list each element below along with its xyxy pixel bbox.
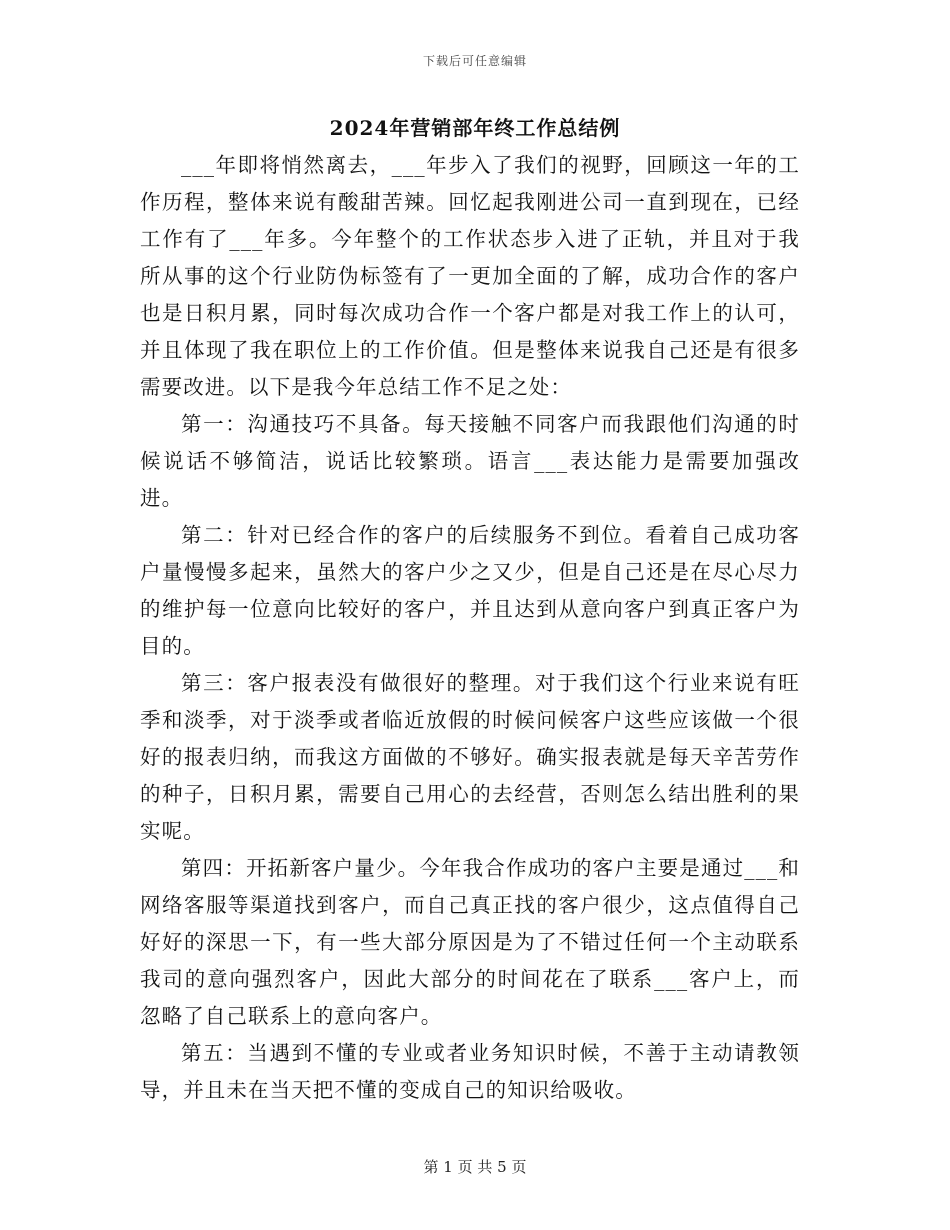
paragraph-point-2: 第二：针对已经合作的客户的后续服务不到位。看着自己成功客户量慢慢多起来，虽然大的客户少之又少，但是自己还是在尽心尽力的维护每一位意向比较好的客户，并且达到从意向客户到真正客户为目的。 bbox=[140, 523, 800, 658]
page-header-note: 下载后可任意编辑 bbox=[422, 54, 527, 68]
document-title: 2024年营销部年终工作总结例 bbox=[329, 116, 621, 140]
paragraph-point-1: 第一：沟通技巧不具备。每天接触不同客户而我跟他们沟通的时候说话不够简洁，说话比较繁琐。语言___表达能力是需要加强改进。 bbox=[140, 412, 800, 510]
paragraph-point-4: 第四：开拓新客户量少。今年我合作成功的客户主要是通过___和网络客服等渠道找到客户，而自己真正找的客户很少，这点值得自己好好的深思一下，有一些大部分原因是为了不错过任何一个主动联系我司的意向强烈客户，因此大部分的时间花在了联系___客户上，而忽略了自己联系上的意向客户。 bbox=[140, 856, 800, 1028]
paragraph-point-5: 第五：当遇到不懂的专业或者业务知识时候，不善于主动请教领导，并且未在当天把不懂的变成自己的知识给吸收。 bbox=[140, 1041, 800, 1102]
paragraph-point-3: 第三：客户报表没有做很好的整理。对于我们这个行业来说有旺季和淡季，对于淡季或者临近放假的时候问候客户这些应该做一个很好的报表归纳，而我这方面做的不够好。确实报表就是每天辛苦劳作的种子，日积月累，需要自己用心的去经营，否则怎么结出胜利的果实呢。 bbox=[140, 671, 800, 843]
page-number-footer: 第 1 页 共 5 页 bbox=[423, 1158, 527, 1176]
document-body bbox=[140, 147, 800, 1109]
paragraph-intro: ___年即将悄然离去，___年步入了我们的视野，回顾这一年的工作历程，整体来说有酸甜苦辣。回忆起我刚进公司一直到现在，已经工作有了___年多。今年整个的工作状态步入进了正轨，并且对于我所从事的这个行业防伪标签有了一更加全面的了解，成功合作的客户也是日积月累，同时每次成功合作一个客户都是对我工作上的认可，并且体现了我在职位上的工作价值。但是整体来说我自己还是有很多需要改进。以下是我今年总结工作不足之处： bbox=[140, 153, 800, 399]
